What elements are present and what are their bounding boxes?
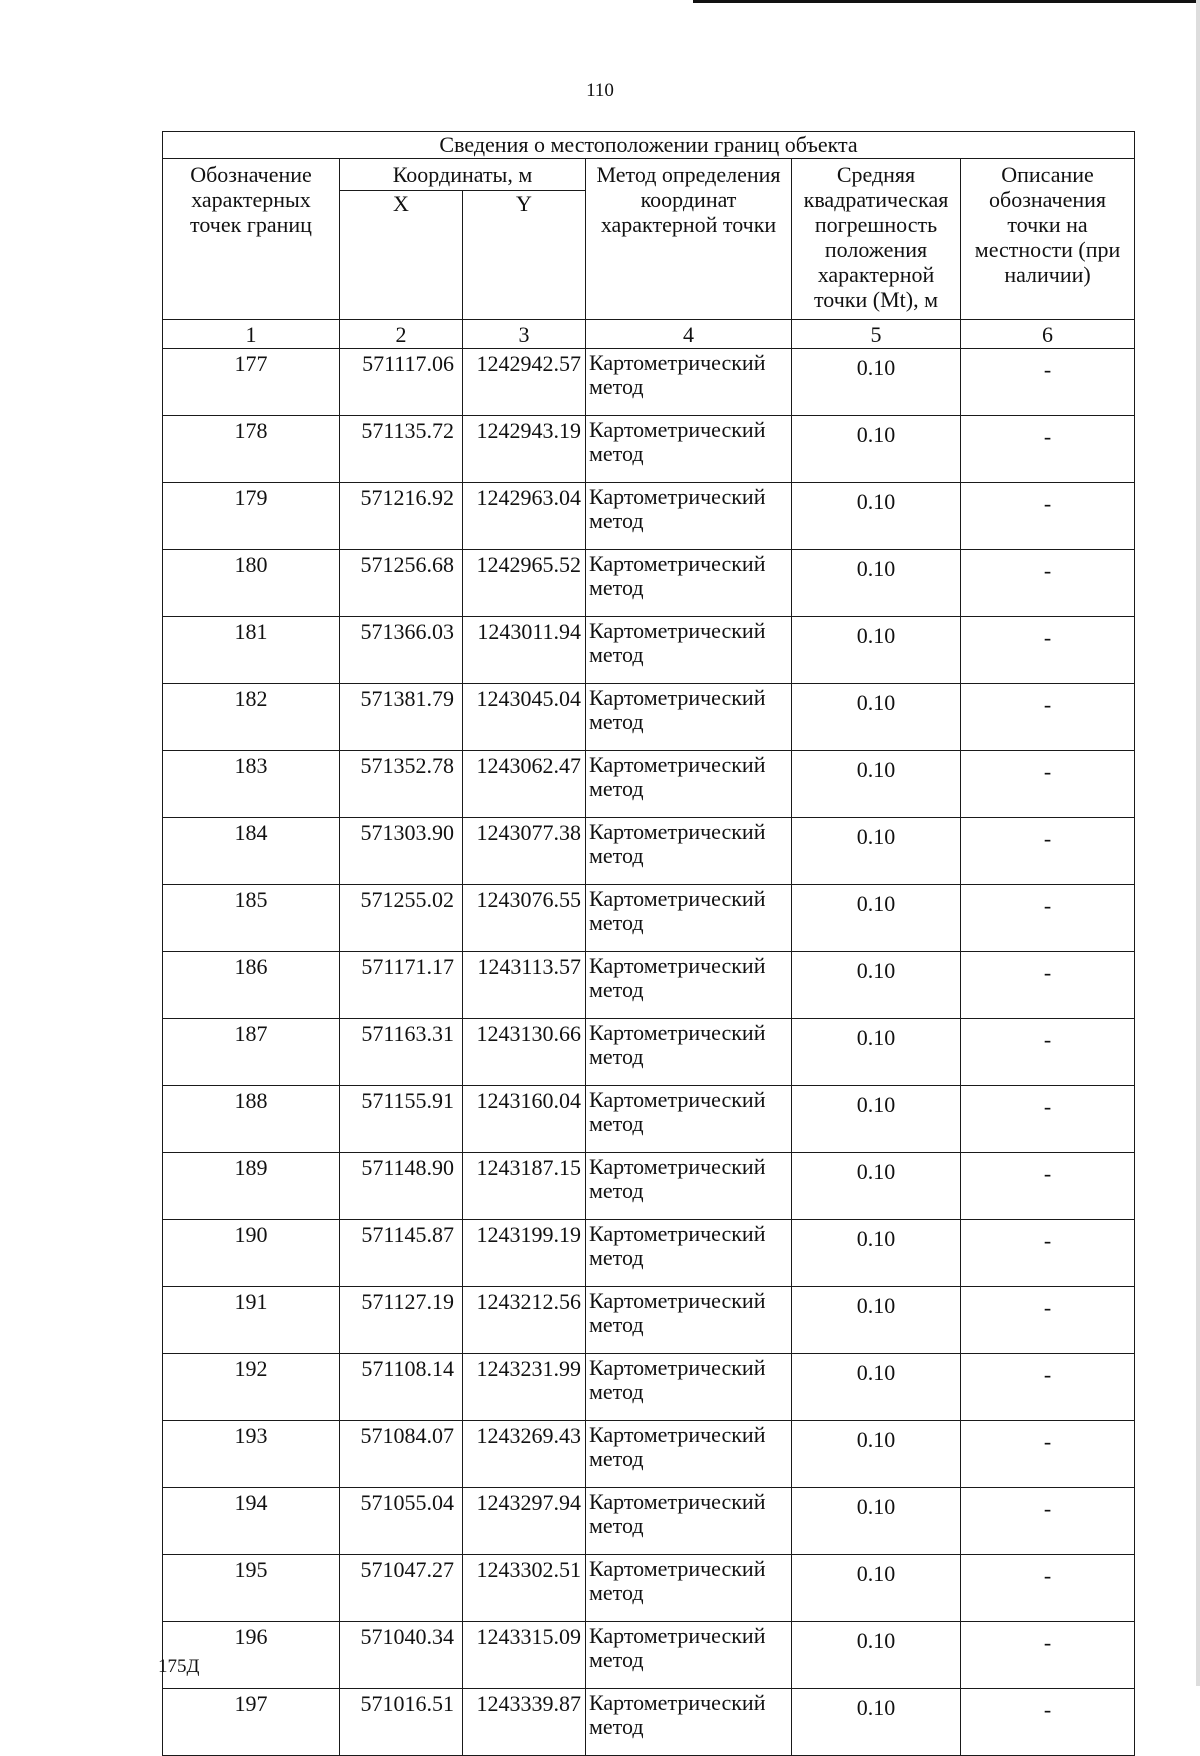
x-coordinate-cell: 571108.14 — [340, 1354, 463, 1421]
point-number-cell: 187 — [163, 1019, 340, 1086]
method-cell: Картометрический метод — [586, 1421, 792, 1488]
x-coordinate-cell: 571256.68 — [340, 550, 463, 617]
x-coordinate-cell: 571055.04 — [340, 1488, 463, 1555]
y-coordinate-cell: 1242942.57 — [463, 349, 586, 416]
mt-cell: 0.10 — [792, 1555, 961, 1622]
y-coordinate-cell: 1243130.66 — [463, 1019, 586, 1086]
description-cell: - — [961, 1488, 1135, 1555]
table-row — [163, 1555, 1135, 1622]
description-cell: - — [961, 952, 1135, 1019]
mt-cell: 0.10 — [792, 550, 961, 617]
table-row — [163, 1488, 1135, 1555]
table-row — [163, 617, 1135, 684]
table-row — [163, 1153, 1135, 1220]
y-coordinate-cell: 1243302.51 — [463, 1555, 586, 1622]
y-coordinate-cell: 1243339.87 — [463, 1689, 586, 1756]
table-row — [163, 1019, 1135, 1086]
point-number-cell: 195 — [163, 1555, 340, 1622]
x-coordinate-cell: 571171.17 — [340, 952, 463, 1019]
header-point: Обозначение характерных точек границ — [163, 159, 340, 320]
table-row — [163, 1622, 1135, 1689]
y-coordinate-cell: 1243045.04 — [463, 684, 586, 751]
header-mt: Средняя квадратическая погрешность положения характерной точки (Mt), м — [792, 159, 961, 320]
header-y: Y — [463, 191, 586, 320]
page-number: 110 — [586, 80, 614, 101]
mt-cell: 0.10 — [792, 818, 961, 885]
table-row — [163, 885, 1135, 952]
x-coordinate-cell: 571040.34 — [340, 1622, 463, 1689]
table-row — [163, 1689, 1135, 1756]
method-cell: Картометрический метод — [586, 483, 792, 550]
scan-top-rule — [693, 0, 1200, 3]
description-cell: - — [961, 818, 1135, 885]
description-cell: - — [961, 885, 1135, 952]
x-coordinate-cell: 571352.78 — [340, 751, 463, 818]
x-coordinate-cell: 571145.87 — [340, 1220, 463, 1287]
table-row — [163, 1421, 1135, 1488]
description-cell: - — [961, 1086, 1135, 1153]
x-coordinate-cell: 571016.51 — [340, 1689, 463, 1756]
boundary-table — [162, 131, 1135, 1756]
method-cell: Картометрический метод — [586, 1689, 792, 1756]
mt-cell: 0.10 — [792, 1421, 961, 1488]
description-cell: - — [961, 1287, 1135, 1354]
description-cell: - — [961, 684, 1135, 751]
method-cell: Картометрический метод — [586, 1488, 792, 1555]
description-cell: - — [961, 1153, 1135, 1220]
mt-cell: 0.10 — [792, 751, 961, 818]
footer-code: 175Д — [158, 1656, 200, 1677]
y-coordinate-cell: 1243199.19 — [463, 1220, 586, 1287]
mt-cell: 0.10 — [792, 1689, 961, 1756]
x-coordinate-cell: 571381.79 — [340, 684, 463, 751]
table-row — [163, 952, 1135, 1019]
point-number-cell: 197 — [163, 1689, 340, 1756]
point-number-cell: 196 — [163, 1622, 340, 1689]
y-coordinate-cell: 1243231.99 — [463, 1354, 586, 1421]
mt-cell: 0.10 — [792, 483, 961, 550]
x-coordinate-cell: 571216.92 — [340, 483, 463, 550]
point-number-cell: 185 — [163, 885, 340, 952]
column-number: 6 — [961, 320, 1135, 349]
table-row — [163, 550, 1135, 617]
point-number-cell: 184 — [163, 818, 340, 885]
mt-cell: 0.10 — [792, 684, 961, 751]
description-cell: - — [961, 1555, 1135, 1622]
table-row — [163, 1354, 1135, 1421]
table-row — [163, 483, 1135, 550]
table-row — [163, 416, 1135, 483]
y-coordinate-cell: 1243212.56 — [463, 1287, 586, 1354]
x-coordinate-cell: 571127.19 — [340, 1287, 463, 1354]
x-coordinate-cell: 571155.91 — [340, 1086, 463, 1153]
method-cell: Картометрический метод — [586, 1153, 792, 1220]
column-number: 2 — [340, 320, 463, 349]
mt-cell: 0.10 — [792, 1153, 961, 1220]
mt-cell: 0.10 — [792, 1086, 961, 1153]
mt-cell: 0.10 — [792, 1287, 961, 1354]
description-cell: - — [961, 1354, 1135, 1421]
method-cell: Картометрический метод — [586, 751, 792, 818]
description-cell: - — [961, 1689, 1135, 1756]
point-number-cell: 189 — [163, 1153, 340, 1220]
point-number-cell: 188 — [163, 1086, 340, 1153]
description-cell: - — [961, 617, 1135, 684]
x-coordinate-cell: 571366.03 — [340, 617, 463, 684]
method-cell: Картометрический метод — [586, 1622, 792, 1689]
x-coordinate-cell: 571163.31 — [340, 1019, 463, 1086]
x-coordinate-cell: 571303.90 — [340, 818, 463, 885]
point-number-cell: 194 — [163, 1488, 340, 1555]
header-method: Метод определения координат характерной точки — [586, 159, 792, 320]
y-coordinate-cell: 1243187.15 — [463, 1153, 586, 1220]
table-row — [163, 818, 1135, 885]
description-cell: - — [961, 1421, 1135, 1488]
method-cell: Картометрический метод — [586, 550, 792, 617]
description-cell: - — [961, 1019, 1135, 1086]
method-cell: Картометрический метод — [586, 1287, 792, 1354]
mt-cell: 0.10 — [792, 1220, 961, 1287]
header-row — [163, 159, 1135, 191]
x-coordinate-cell: 571047.27 — [340, 1555, 463, 1622]
table-title: Сведения о местоположении границ объекта — [163, 132, 1135, 159]
point-number-cell: 180 — [163, 550, 340, 617]
method-cell: Картометрический метод — [586, 885, 792, 952]
mt-cell: 0.10 — [792, 1622, 961, 1689]
header-coordinates: Координаты, м — [340, 159, 586, 191]
method-cell: Картометрический метод — [586, 1555, 792, 1622]
method-cell: Картометрический метод — [586, 1354, 792, 1421]
y-coordinate-cell: 1243076.55 — [463, 885, 586, 952]
point-number-cell: 190 — [163, 1220, 340, 1287]
method-cell: Картометрический метод — [586, 684, 792, 751]
method-cell: Картометрический метод — [586, 1220, 792, 1287]
method-cell: Картометрический метод — [586, 1019, 792, 1086]
description-cell: - — [961, 349, 1135, 416]
method-cell: Картометрический метод — [586, 1086, 792, 1153]
y-coordinate-cell: 1243315.09 — [463, 1622, 586, 1689]
mt-cell: 0.10 — [792, 1019, 961, 1086]
y-coordinate-cell: 1242963.04 — [463, 483, 586, 550]
x-coordinate-cell: 571255.02 — [340, 885, 463, 952]
point-number-cell: 191 — [163, 1287, 340, 1354]
description-cell: - — [961, 483, 1135, 550]
point-number-cell: 183 — [163, 751, 340, 818]
description-cell: - — [961, 416, 1135, 483]
mt-cell: 0.10 — [792, 349, 961, 416]
point-number-cell: 179 — [163, 483, 340, 550]
table-row — [163, 1287, 1135, 1354]
y-coordinate-cell: 1243269.43 — [463, 1421, 586, 1488]
scan-right-edge — [1196, 0, 1200, 1686]
point-number-cell: 186 — [163, 952, 340, 1019]
y-coordinate-cell: 1243077.38 — [463, 818, 586, 885]
mt-cell: 0.10 — [792, 617, 961, 684]
mt-cell: 0.10 — [792, 416, 961, 483]
y-coordinate-cell: 1243011.94 — [463, 617, 586, 684]
x-coordinate-cell: 571135.72 — [340, 416, 463, 483]
point-number-cell: 177 — [163, 349, 340, 416]
method-cell: Картометрический метод — [586, 818, 792, 885]
mt-cell: 0.10 — [792, 885, 961, 952]
table-row — [163, 1220, 1135, 1287]
boundary-table-body — [163, 132, 1135, 1756]
point-number-cell: 192 — [163, 1354, 340, 1421]
title-row — [163, 132, 1135, 159]
y-coordinate-cell: 1243113.57 — [463, 952, 586, 1019]
method-cell: Картометрический метод — [586, 349, 792, 416]
column-number-row — [163, 320, 1135, 349]
y-coordinate-cell: 1243062.47 — [463, 751, 586, 818]
x-coordinate-cell: 571117.06 — [340, 349, 463, 416]
mt-cell: 0.10 — [792, 1488, 961, 1555]
description-cell: - — [961, 751, 1135, 818]
point-number-cell: 178 — [163, 416, 340, 483]
y-coordinate-cell: 1242965.52 — [463, 550, 586, 617]
column-number: 3 — [463, 320, 586, 349]
y-coordinate-cell: 1243297.94 — [463, 1488, 586, 1555]
mt-cell: 0.10 — [792, 952, 961, 1019]
point-number-cell: 193 — [163, 1421, 340, 1488]
method-cell: Картометрический метод — [586, 416, 792, 483]
y-coordinate-cell: 1243160.04 — [463, 1086, 586, 1153]
description-cell: - — [961, 1622, 1135, 1689]
x-coordinate-cell: 571084.07 — [340, 1421, 463, 1488]
description-cell: - — [961, 550, 1135, 617]
header-x: X — [340, 191, 463, 320]
method-cell: Картометрический метод — [586, 617, 792, 684]
method-cell: Картометрический метод — [586, 952, 792, 1019]
column-number: 5 — [792, 320, 961, 349]
column-number: 1 — [163, 320, 340, 349]
x-coordinate-cell: 571148.90 — [340, 1153, 463, 1220]
y-coordinate-cell: 1242943.19 — [463, 416, 586, 483]
point-number-cell: 181 — [163, 617, 340, 684]
table-row — [163, 1086, 1135, 1153]
mt-cell: 0.10 — [792, 1354, 961, 1421]
header-description: Описание обозначения точки на местности (при наличии) — [961, 159, 1135, 320]
table-row — [163, 684, 1135, 751]
point-number-cell: 182 — [163, 684, 340, 751]
table-row — [163, 349, 1135, 416]
column-number: 4 — [586, 320, 792, 349]
description-cell: - — [961, 1220, 1135, 1287]
table-row — [163, 751, 1135, 818]
